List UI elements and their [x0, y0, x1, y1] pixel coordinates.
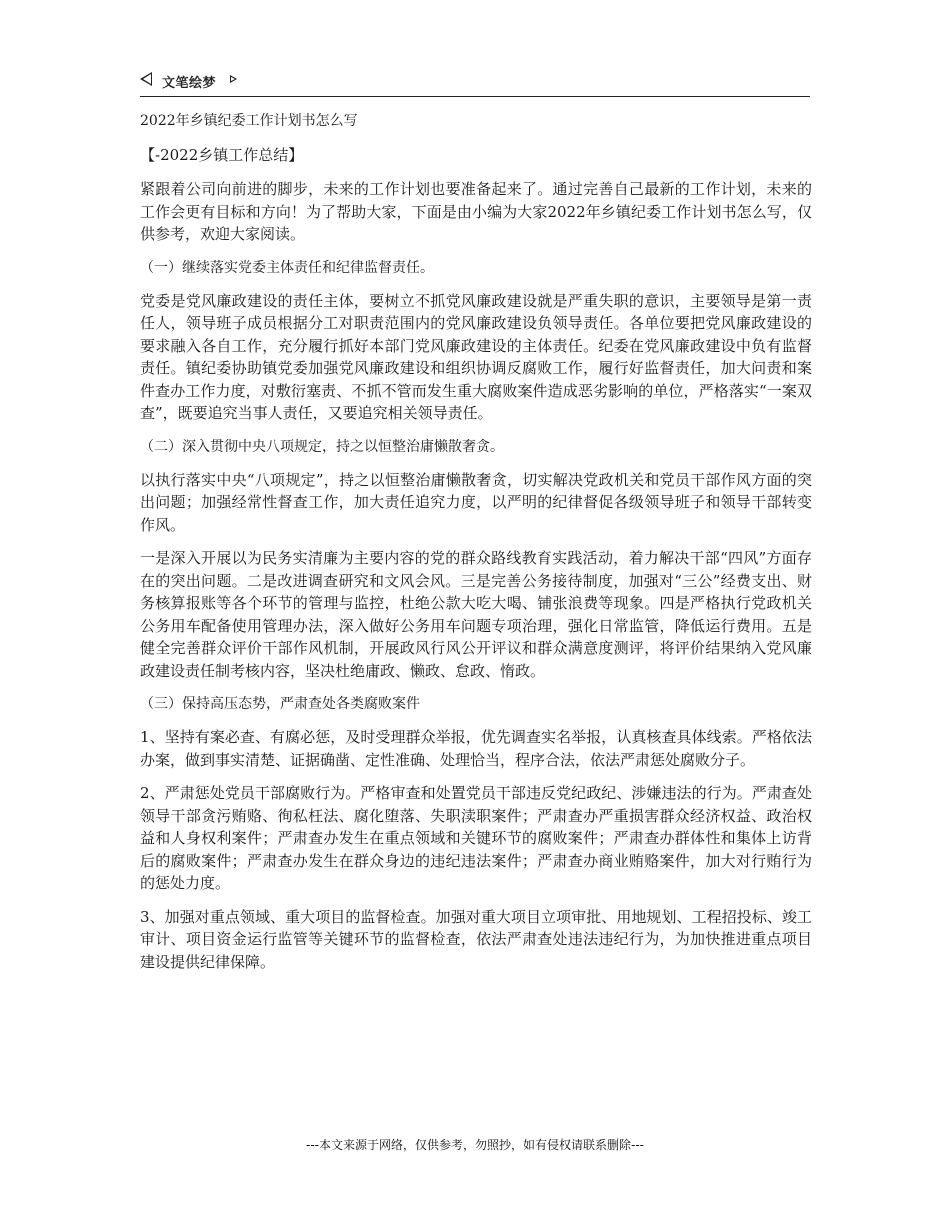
section-2-heading: （二）深入贯彻中央八项规定，持之以恒整治庸懒散奢贪。	[140, 438, 504, 455]
document-title: 2022年乡镇纪委工作计划书怎么写	[140, 113, 358, 129]
section-1-heading: （一）继续落实党委主体责任和纪律监督责任。	[140, 259, 434, 276]
page-header	[140, 70, 810, 97]
document-body	[140, 110, 812, 984]
section-2-paragraph-1: 以执行落实中央“八项规定”，持之以恒整治庸懒散奢贪，切实解决党政机关和党员干部作风方面的突出问题；加强经常性督查工作，加大责任追究力度，以严明的纪律督促各级领导班子和领导干部转变作风。	[140, 470, 812, 534]
section-3-heading: （三）保持高压态势，严肃查处各类腐败案件	[140, 696, 420, 712]
section-2-paragraph-2: 一是深入开展以为民务实清廉为主要内容的党的群众路线教育实践活动，着力解决干部“四风”方面存在的突出问题。二是改进调查研究和文风会风。三是完善公务接待制度，加强对“三公”经费支出、财务核算报账等各个环节的管理与监控，杜绝公款大吃大喝、铺张浪费等现象。四是严格执行党政机关公务用车配备使用管理办法，深入做好公务用车问题专项治理，强化日常监管，降低运行费用。五是健全完善群众评价干部作风机制，开展政风行风公开评议和群众满意度测评，将评价结果纳入党风廉政建设责任制考核内容，坚决杜绝庸政、懒政、怠政、惰政。	[140, 549, 812, 680]
intro-paragraph: 紧跟着公司向前进的脚步，未来的工作计划也要准备起来了。通过完善自己最新的工作计划，未来的工作会更有目标和方向！为了帮助大家，下面是由小编为大家2022年乡镇纪委工作计划书怎么写，仅供参考，欢迎大家阅读。	[140, 180, 812, 243]
section-3-paragraph-3: 3、加强对重点领域、重大项目的监督检查。加强对重大项目立项审批、用地规划、工程招投标、竣工审计、项目资金运行监管等关键环节的监督检查，依法严肃查处违法违纪行为，为加快推进重点项目建设提供纪律保障。	[140, 907, 812, 971]
page-footer: ---本文来源于网络，仅供参考，勿照抄，如有侵权请联系删除---	[306, 1138, 644, 1152]
section-3-paragraph-1: 1、坚持有案必查、有腐必惩，及时受理群众举报，优先调查实名举报，认真核查具体线索。严格依法办案，做到事实清楚、证据确凿、定性准确、处理恰当，程序合法，依法严肃惩处腐败分子。	[140, 728, 812, 769]
document-subtitle: 【-2022乡镇工作总结】	[140, 146, 304, 164]
triangle-right-outline-icon	[230, 75, 237, 83]
triangle-left-outline-icon	[140, 72, 152, 86]
section-3-paragraph-2: 2、严肃惩处党员干部腐败行为。严格审查和处置党员干部违反党纪政纪、涉嫌违法的行为。严肃查处领导干部贪污贿赂、徇私枉法、腐化堕落、失职渎职案件；严肃查办严重损害群众经济权益、政治权益和人身权利案件；严肃查办发生在重点领域和关键环节的腐败案件；严肃查办群体性和集体上访背后的腐败案件；严肃查办发生在群众身边的违纪违法案件；严肃查办商业贿赂案件，加大对行贿行为的惩处力度。	[140, 784, 812, 892]
brand-name: 文笔绘梦	[162, 76, 217, 91]
section-1-paragraph-1: 党委是党风廉政建设的责任主体，要树立不抓党风廉政建设就是严重失职的意识，主要领导是第一责任人，领导班子成员根据分工对职责范围内的党风廉政建设负领导责任。各单位要把党风廉政建设的要求融入各自工作，充分履行抓好本部门党风廉政建设的主体责任。纪委在党风廉政建设中负有监督责任。镇纪委协助镇党委加强党风廉政建设和组织协调反腐败工作，履行好监督责任，加大问责和案件查办工作力度，对敷衍塞责、不抓不管而发生重大腐败案件造成恶劣影响的单位，严格落实“一案双查”，既要追究当事人责任，又要追究相关领导责任。	[140, 291, 812, 422]
